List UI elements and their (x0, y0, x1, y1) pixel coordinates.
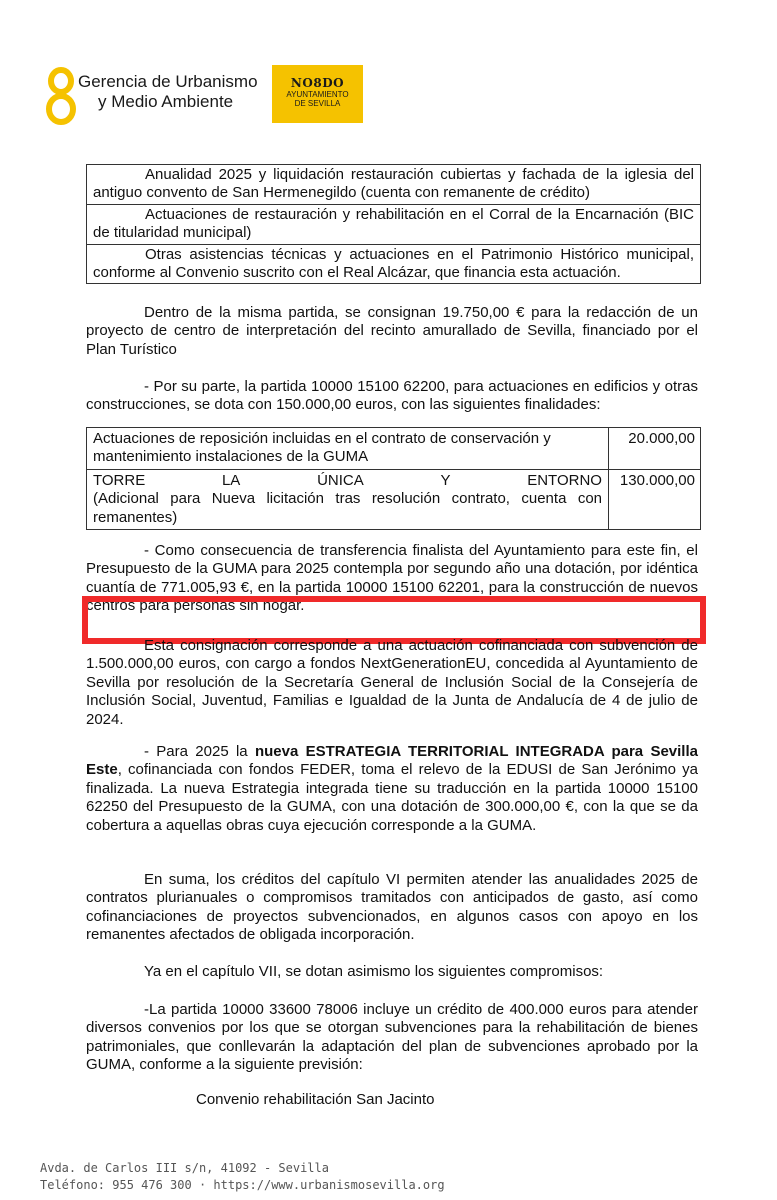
torre-la-unica-heading: TORRE LA ÚNICA Y ENTORNO (93, 471, 602, 489)
paragraph-1-block (86, 304, 698, 359)
paragraph: -La partida 10000 33600 78006 incluye un crédito de 400.000 euros para atender diversos convenios por los que se otorgan subvenciones para la rehabilitación de bienes patrimoniales, que conllevarán la adaptación del plan de subvenciones aprobado por la GUMA, conforme a la siguiente previsión: (86, 1001, 698, 1074)
footer-address: Avda. de Carlos III s/n, 41092 - Sevilla (40, 1161, 329, 1175)
seal-no8do: NO8DO (290, 76, 345, 90)
table-row (87, 204, 701, 244)
paragraph-6-block (86, 871, 698, 945)
paragraph: Convenio rehabilitación San Jacinto (196, 1091, 435, 1108)
paragraph-4-block (86, 637, 698, 729)
seal-line2: DE SEVILLA (294, 99, 341, 108)
amount-cell: 20.000,00 (609, 428, 701, 470)
paragraph: - Como consecuencia de transferencia finalista del Ayuntamiento para este fin, el Presupuesto de la GUMA para 2025 contempla por segundo año una dotación, por idéntica cuantía de 771.005,93 €, en la partida 10000 15100 62201, para la construcción de nuevos centros para personas sin hogar. (86, 542, 698, 615)
letterhead (44, 62, 374, 128)
seal-line1: AYUNTAMIENTO (286, 90, 349, 99)
gerencia-logo-8-icon (44, 66, 78, 126)
table-cell: Otras asistencias técnicas y actuaciones en el Patrimonio Histórico municipal, conforme al Convenio suscrito con el Real Alcázar, que financia esta actuación. (93, 245, 694, 282)
paragraph-7-block (86, 963, 698, 981)
paragraph: En suma, los créditos del capítulo VI permiten atender las anualidades 2025 de contratos plurianuales o compromisos tramitados con anticipados de gasto, así como cofinanciaciones de proyectos subvencionados, en algunos casos con apoyo en los remanentes afectados de obligada incorporación. (86, 871, 698, 944)
paragraph-8-block (86, 1001, 698, 1075)
org-name-line1: Gerencia de Urbanismo (78, 72, 258, 91)
footer (40, 1160, 445, 1194)
paragraph-9-block (196, 1091, 596, 1109)
paragraph-5-block (86, 743, 698, 835)
bold-strategy-title: nueva ESTRATEGIA TERRITORIAL INTEGRADA para Sevilla Este (86, 743, 698, 779)
org-name-line2: y Medio Ambiente (98, 92, 234, 111)
table-row (87, 165, 701, 205)
paragraph: - Por su parte, la partida 10000 15100 62200, para actuaciones en edificios y otras construcciones, se dota con 150.000,00 euros, con las siguientes finalidades: (86, 378, 698, 414)
table-cell: TORRE LA ÚNICA Y ENTORNO (Adicional para Nueva licitación tras resolución contrato, cuenta con remanentes) (87, 469, 609, 529)
table-row (87, 469, 701, 529)
paragraph: - Para 2025 la nueva ESTRATEGIA TERRITORIAL INTEGRADA para Sevilla Este, cofinanciada con fondos FEDER, toma el relevo de la EDUSI de San Jerónimo ya finalizada. La nueva Estrategia integrada tiene su traducción en la partida 10000 15100 62250 del Presupuesto de la GUMA, con una dotación de 300.000,00 €, con la que se da cobertura a aquellas obras cuya ejecución corresponde a la GUMA. (86, 743, 698, 834)
finalidades-table (86, 427, 701, 530)
table-cell: Actuaciones de reposición incluidas en el contrato de conservación y mantenimiento instalaciones de la GUMA (87, 428, 609, 470)
footer-contact: Teléfono: 955 476 300 · https://www.urbanismosevilla.org (40, 1178, 445, 1192)
paragraph: Esta consignación corresponde a una actuación cofinanciada con subvención de 1.500.000,00 euros, con cargo a fondos NextGenerationEU, concedida al Ayuntamiento de Sevilla por resolución de la Secretaría General de Inclusión Social de la Consejería de Inclusión Social, Juventud, Familias e Igualdad de la Junta de Andalucía de 4 de julio de 2024. (86, 637, 698, 728)
paragraph: Dentro de la misma partida, se consignan 19.750,00 € para la redacción de un proyecto de centro de interpretación del recinto amurallado de Sevilla, financiado por el Plan Turístico (86, 304, 698, 358)
paragraph: Ya en el capítulo VII, se dotan asimismo los siguientes compromisos: (144, 963, 604, 980)
table-cell: Anualidad 2025 y liquidación restauración cubiertas y fachada de la iglesia del antiguo convento de San Hermenegildo (cuenta con remanente de crédito) (93, 166, 694, 202)
org-name (78, 72, 258, 112)
table-row (87, 244, 701, 284)
paragraph-2-block (86, 378, 698, 415)
table-row (87, 428, 701, 470)
amount-cell: 130.000,00 (609, 469, 701, 529)
actuaciones-table (86, 164, 701, 284)
ayuntamiento-seal (272, 65, 363, 123)
table-cell: Actuaciones de restauración y rehabilitación en el Corral de la Encarnación (BIC de titularidad municipal) (93, 205, 694, 242)
